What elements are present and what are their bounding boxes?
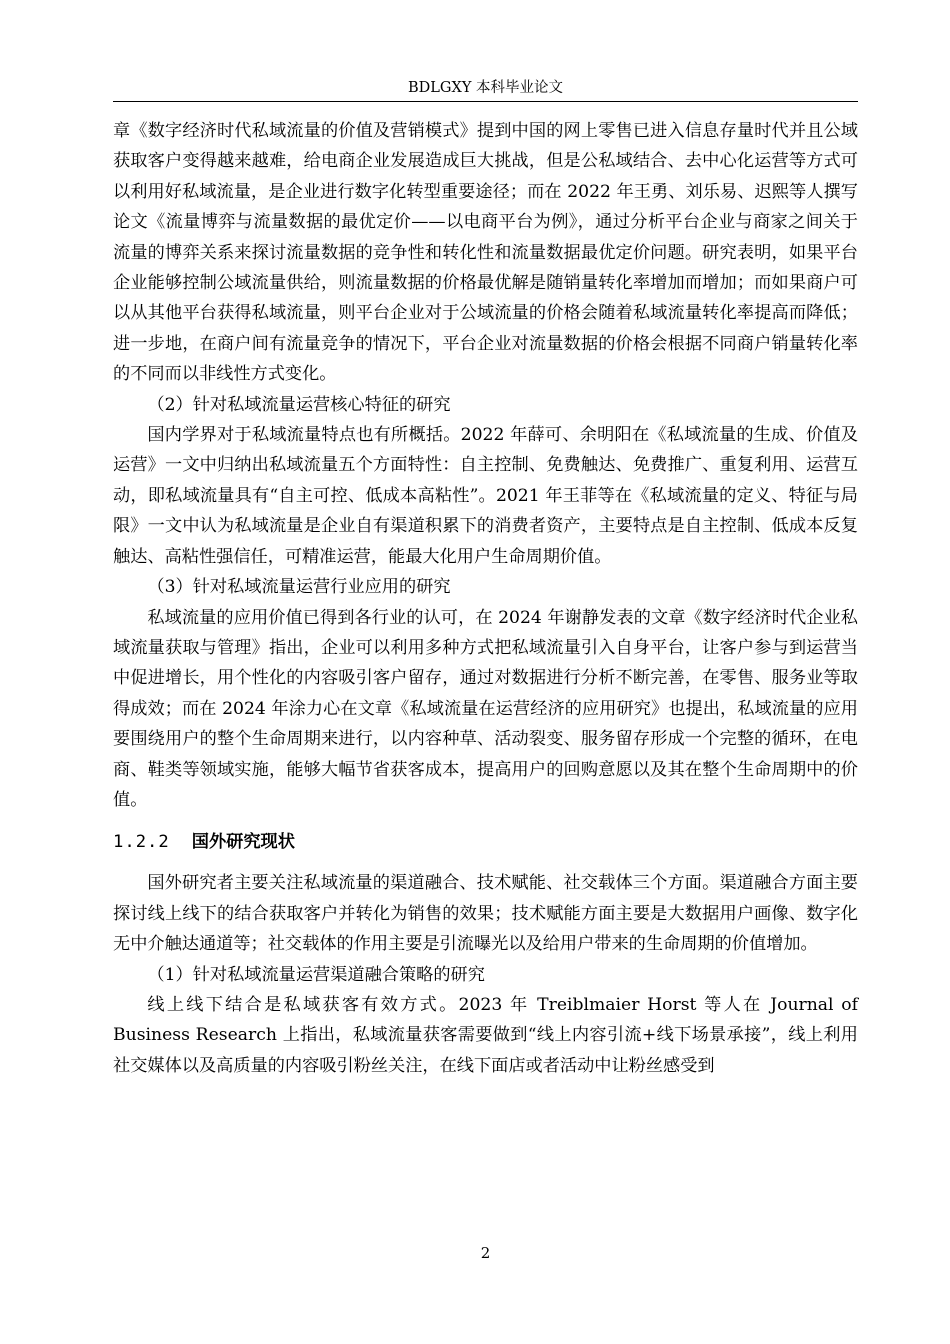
paragraph-core-features: 国内学界对于私域流量特点也有所概括。2022 年薛可、余明阳在《私域流量的生成、价值及运营》一文中归纳出私域流量五个方面特性：自主控制、免费触达、免费推广、重复利用、运营互动，即私域流量具有“自主可控、低成本高粘性”。2021 年王菲等在《私域流量的定义、特征与局限》一文中认为私域流量是企业自有渠道积累下的消费者资产，主要特点是自主控制、低成本反复触达、高粘性强信任，可精准运营，能最大化用户生命周期价值。 — [113, 425, 858, 567]
subheading-foreign-1: （1）针对私域流量运营渠道融合策略的研究 — [147, 964, 485, 985]
subheading-2: （2）针对私域流量运营核心特征的研究 — [147, 394, 451, 415]
section-title: 国外研究现状 — [191, 832, 295, 853]
page-number: 2 — [480, 1244, 491, 1262]
paragraph-continued: 章《数字经济时代私域流量的价值及营销模式》提到中国的网上零售已进入信息存量时代并且公域获取客户变得越来越难，给电商企业发展造成巨大挑战，但是公私域结合、去中心化运营等方式可以利用好私域流量，是企业进行数字化转型重要途径；而在 2022 年王勇、刘乐易、迟熙等人撰写论文《流量博弈与流量数据的最优定价——以电商平台为例》，通过分析平台企业与商家之间关于流量的博弈关系来探讨流量数据的竞争性和转化性和流量数据最优定价问题。研究表明，如果平台企业能够控制公域流量供给，则流量数据的价格最优解是随销量转化率增加而增加；而如果商户可以从其他平台获得私域流量，则平台企业对于公域流量的价格会随着私域流量转化率提高而降低；进一步地，在商户间有流量竞争的情况下，平台企业对流量数据的价格会根据不同商户销量转化率的不同而以非线性方式变化。 — [113, 121, 858, 385]
section-heading — [113, 827, 858, 857]
page-body — [113, 116, 858, 1081]
running-header: BDLGXY 本科毕业论文 — [408, 80, 563, 96]
paragraph-industry-application: 私域流量的应用价值已得到各行业的认可，在 2024 年谢静发表的文章《数字经济时代企业私域流量获取与管理》指出，企业可以利用多种方式把私域流量引入自身平台，让客户参与到运营当中促进增长，用个性化的内容吸引客户留存，通过对数据进行分析不断完善，在零售、服务业等取得成效；而在 2024 年涂力心在文章《私域流量在运营经济的应用研究》也提出，私域流量的应用要围绕用户的整个生命周期来进行，以内容种草、活动裂变、服务留存形成一个完整的循环，在电商、鞋类等领域实施，能够大幅节省获客成本，提高用户的回购意愿以及其在整个生命周期中的价值。 — [113, 607, 858, 810]
subheading-3: （3）针对私域流量运营行业应用的研究 — [147, 577, 451, 598]
paragraph-channel-integration: 线上线下结合是私域获客有效方式。2023 年 Treiblmaier Horst 等人在 Journal of Business Research 上指出，私域流量获客需要做到“线上内容引流+线下场景承接”，线上利用社交媒体以及高质量的内容吸引粉丝关注，在线下面店或者活动中让粉丝感受到 — [113, 994, 858, 1076]
header-divider — [113, 101, 858, 102]
section-number: 1.2.2 — [113, 832, 170, 853]
paragraph-foreign-overview: 国外研究者主要关注私域流量的渠道融合、技术赋能、社交载体三个方面。渠道融合方面主要探讨线上线下的结合获取客户并转化为销售的效果；技术赋能方面主要是大数据用户画像、数字化无中介触达通道等；社交载体的作用主要是引流曝光以及给用户带来的生命周期的价值增加。 — [113, 873, 858, 955]
